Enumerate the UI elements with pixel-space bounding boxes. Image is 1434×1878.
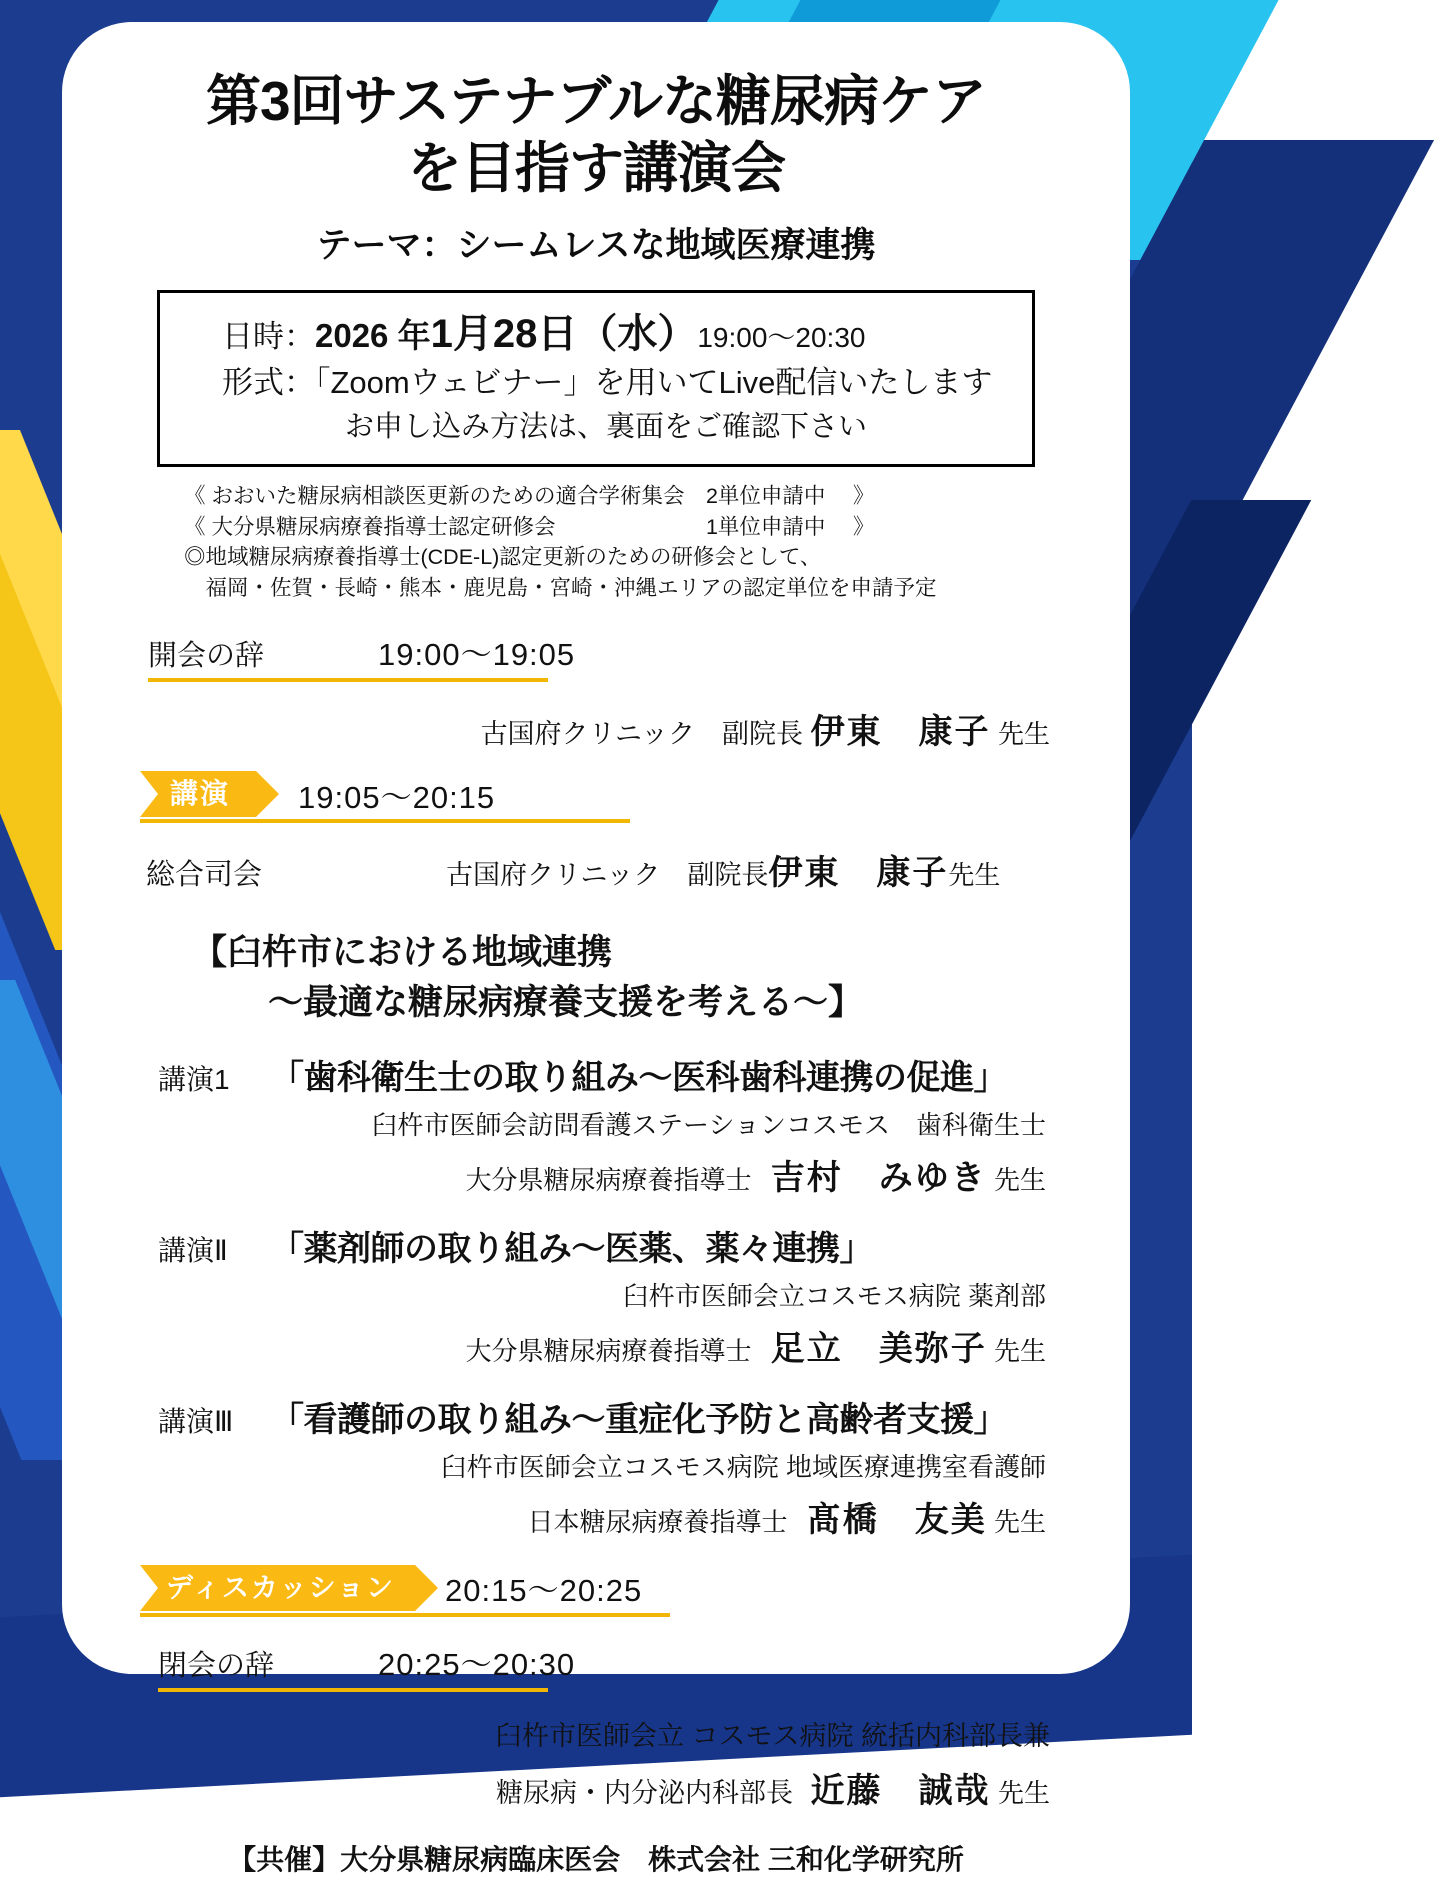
lecture-3-name: 髙橋 友美 <box>806 1500 987 1539</box>
opening-speaker <box>62 704 1130 753</box>
lecture-banner: 講演 <box>140 771 256 817</box>
closing-name: 近藤 誠哉 <box>810 1771 991 1810</box>
date-day: 1月28日（水） <box>430 312 698 357</box>
discussion-banner: ディスカッション <box>140 1565 415 1611</box>
lecture-3-affiliation: 臼杵市医師会立コスモス病院 地域医療連携室看護師 <box>440 1451 1046 1482</box>
poster-title-line2: を目指す講演会 <box>406 137 785 200</box>
closing-speaker <box>62 1763 1130 1812</box>
poster-title-line1: 第3回サステナブルな糖尿病ケア <box>205 70 987 132</box>
lecture-2-affiliation: 臼杵市医師会立コスモス病院 薬剤部 <box>622 1280 1046 1311</box>
closing-honorific: 先生 <box>997 1777 1050 1808</box>
opening-row <box>62 629 1130 674</box>
opening-speaker-name: 伊東 康子 <box>810 713 991 752</box>
credit-line-2: 《 大分県糖尿病療養指導士認定研修会 1単位申請中 》 <box>184 514 875 539</box>
poster-card <box>62 22 1130 1875</box>
lecture-1-qualification: 大分県糖尿病療養指導士 <box>465 1164 752 1195</box>
opening-label: 開会の辞 <box>148 640 265 673</box>
poster-title <box>62 68 1130 202</box>
lecture-2-name: 足立 美弥子 <box>770 1329 987 1368</box>
lecture-3-speaker <box>62 1492 1130 1541</box>
lecture-1-affiliation: 臼杵市医師会訪問看護ステーションコスモス 歯科衛生士 <box>371 1109 1046 1140</box>
lecture-2-honorific: 先生 <box>993 1335 1046 1366</box>
closing-department: 糖尿病・内分泌内科部長 <box>495 1777 793 1808</box>
lecture-1-number: 講演1 <box>158 1063 230 1095</box>
opening-time: 19:00～19:05 <box>378 637 576 673</box>
sponsor-line: 【共催】大分県糖尿病臨床医会 株式会社 三和化学研究所 <box>228 1843 964 1875</box>
mc-name: 伊東 康子 <box>768 854 949 893</box>
credit-points-list <box>62 481 1130 603</box>
lecture-banner-underline <box>140 819 630 823</box>
lecture-3-number: 講演Ⅲ <box>158 1405 234 1437</box>
lecture-1-title: 「歯科衛生士の取り組み～医科歯科連携の促進」 <box>270 1058 1007 1097</box>
lecture-item <box>62 1221 1130 1370</box>
closing-label: 閉会の辞 <box>158 1649 275 1682</box>
lecture-2-qualification: 大分県糖尿病療養指導士 <box>465 1335 752 1366</box>
mc-label: 総合司会 <box>146 859 263 892</box>
lecture-banner-row <box>62 771 1130 817</box>
lecture-1-honorific: 先生 <box>993 1164 1046 1195</box>
opening-underline <box>148 678 548 682</box>
event-info-box <box>157 290 1035 467</box>
lecture-item <box>62 1050 1130 1199</box>
lecture-time: 19:05～20:15 <box>298 779 496 815</box>
opening-speaker-honorific: 先生 <box>997 719 1050 750</box>
lecture-2-number: 講演Ⅱ <box>158 1234 228 1266</box>
mc-affiliation: 古国府クリニック 副院長 <box>446 860 769 891</box>
credit-line-1: 《 おおいた糖尿病相談医更新のための適合学術集会 2単位申請中 》 <box>184 484 875 509</box>
date-label: 日時： <box>222 319 315 355</box>
lecture-theme-line2: ～最適な糖尿病療養支援を考える～】 <box>268 982 864 1022</box>
discussion-banner-row <box>62 1565 1130 1611</box>
lecture-item <box>62 1392 1130 1541</box>
program-section <box>62 629 1130 1877</box>
lecture-2-head <box>62 1221 1130 1270</box>
lecture-3-head <box>62 1392 1130 1441</box>
lecture-1-speaker <box>62 1150 1130 1199</box>
discussion-banner-underline <box>140 1613 670 1617</box>
lecture-3-qualification: 日本糖尿病療養指導士 <box>527 1506 788 1537</box>
mc-honorific: 先生 <box>948 860 1001 891</box>
lecture-theme <box>62 928 1130 1027</box>
opening-speaker-affiliation: 古国府クリニック 副院長 <box>480 719 803 750</box>
lecture-theme-line1: 【臼杵市における地域連携 <box>192 933 613 973</box>
date-time: 19:00～20:30 <box>697 322 866 354</box>
lecture-3-honorific: 先生 <box>993 1506 1046 1537</box>
event-apply-note: お申し込み方法は、裏面をご確認下さい <box>344 411 867 444</box>
lecture-1-name: 吉村 みゆき <box>770 1158 987 1197</box>
lecture-1-head <box>62 1050 1130 1099</box>
lecture-2-title: 「薬剤師の取り組み～医薬、薬々連携」 <box>270 1229 873 1268</box>
poster-content <box>62 22 1130 1878</box>
event-datetime-line <box>170 307 1022 361</box>
discussion-time: 20:15～20:25 <box>445 1573 643 1609</box>
closing-affiliation: 臼杵市医師会立 コスモス病院 統括内科部長兼 <box>494 1720 1050 1751</box>
mc-row <box>62 845 1130 894</box>
credit-line-4: 福岡・佐賀・長崎・熊本・鹿児島・宮崎・沖縄エリアの認定単位を申請予定 <box>184 575 937 600</box>
date-year: 2026 年 <box>315 317 431 355</box>
closing-row <box>62 1639 1130 1684</box>
closing-time: 20:25～20:30 <box>378 1646 576 1682</box>
closing-underline <box>158 1688 548 1692</box>
lecture-2-speaker <box>62 1321 1130 1370</box>
event-format-line: 形式：「Zoomウェビナー」を用いてLive配信いたします <box>222 365 993 401</box>
credit-line-3: ◎地域糖尿病療養指導士(CDE-L)認定更新のための研修会として、 <box>184 545 822 570</box>
poster-subtitle: テーマ：シームレスな地域医療連携 <box>316 226 876 266</box>
lecture-3-title: 「看護師の取り組み～重症化予防と高齢者支援」 <box>270 1400 1007 1439</box>
